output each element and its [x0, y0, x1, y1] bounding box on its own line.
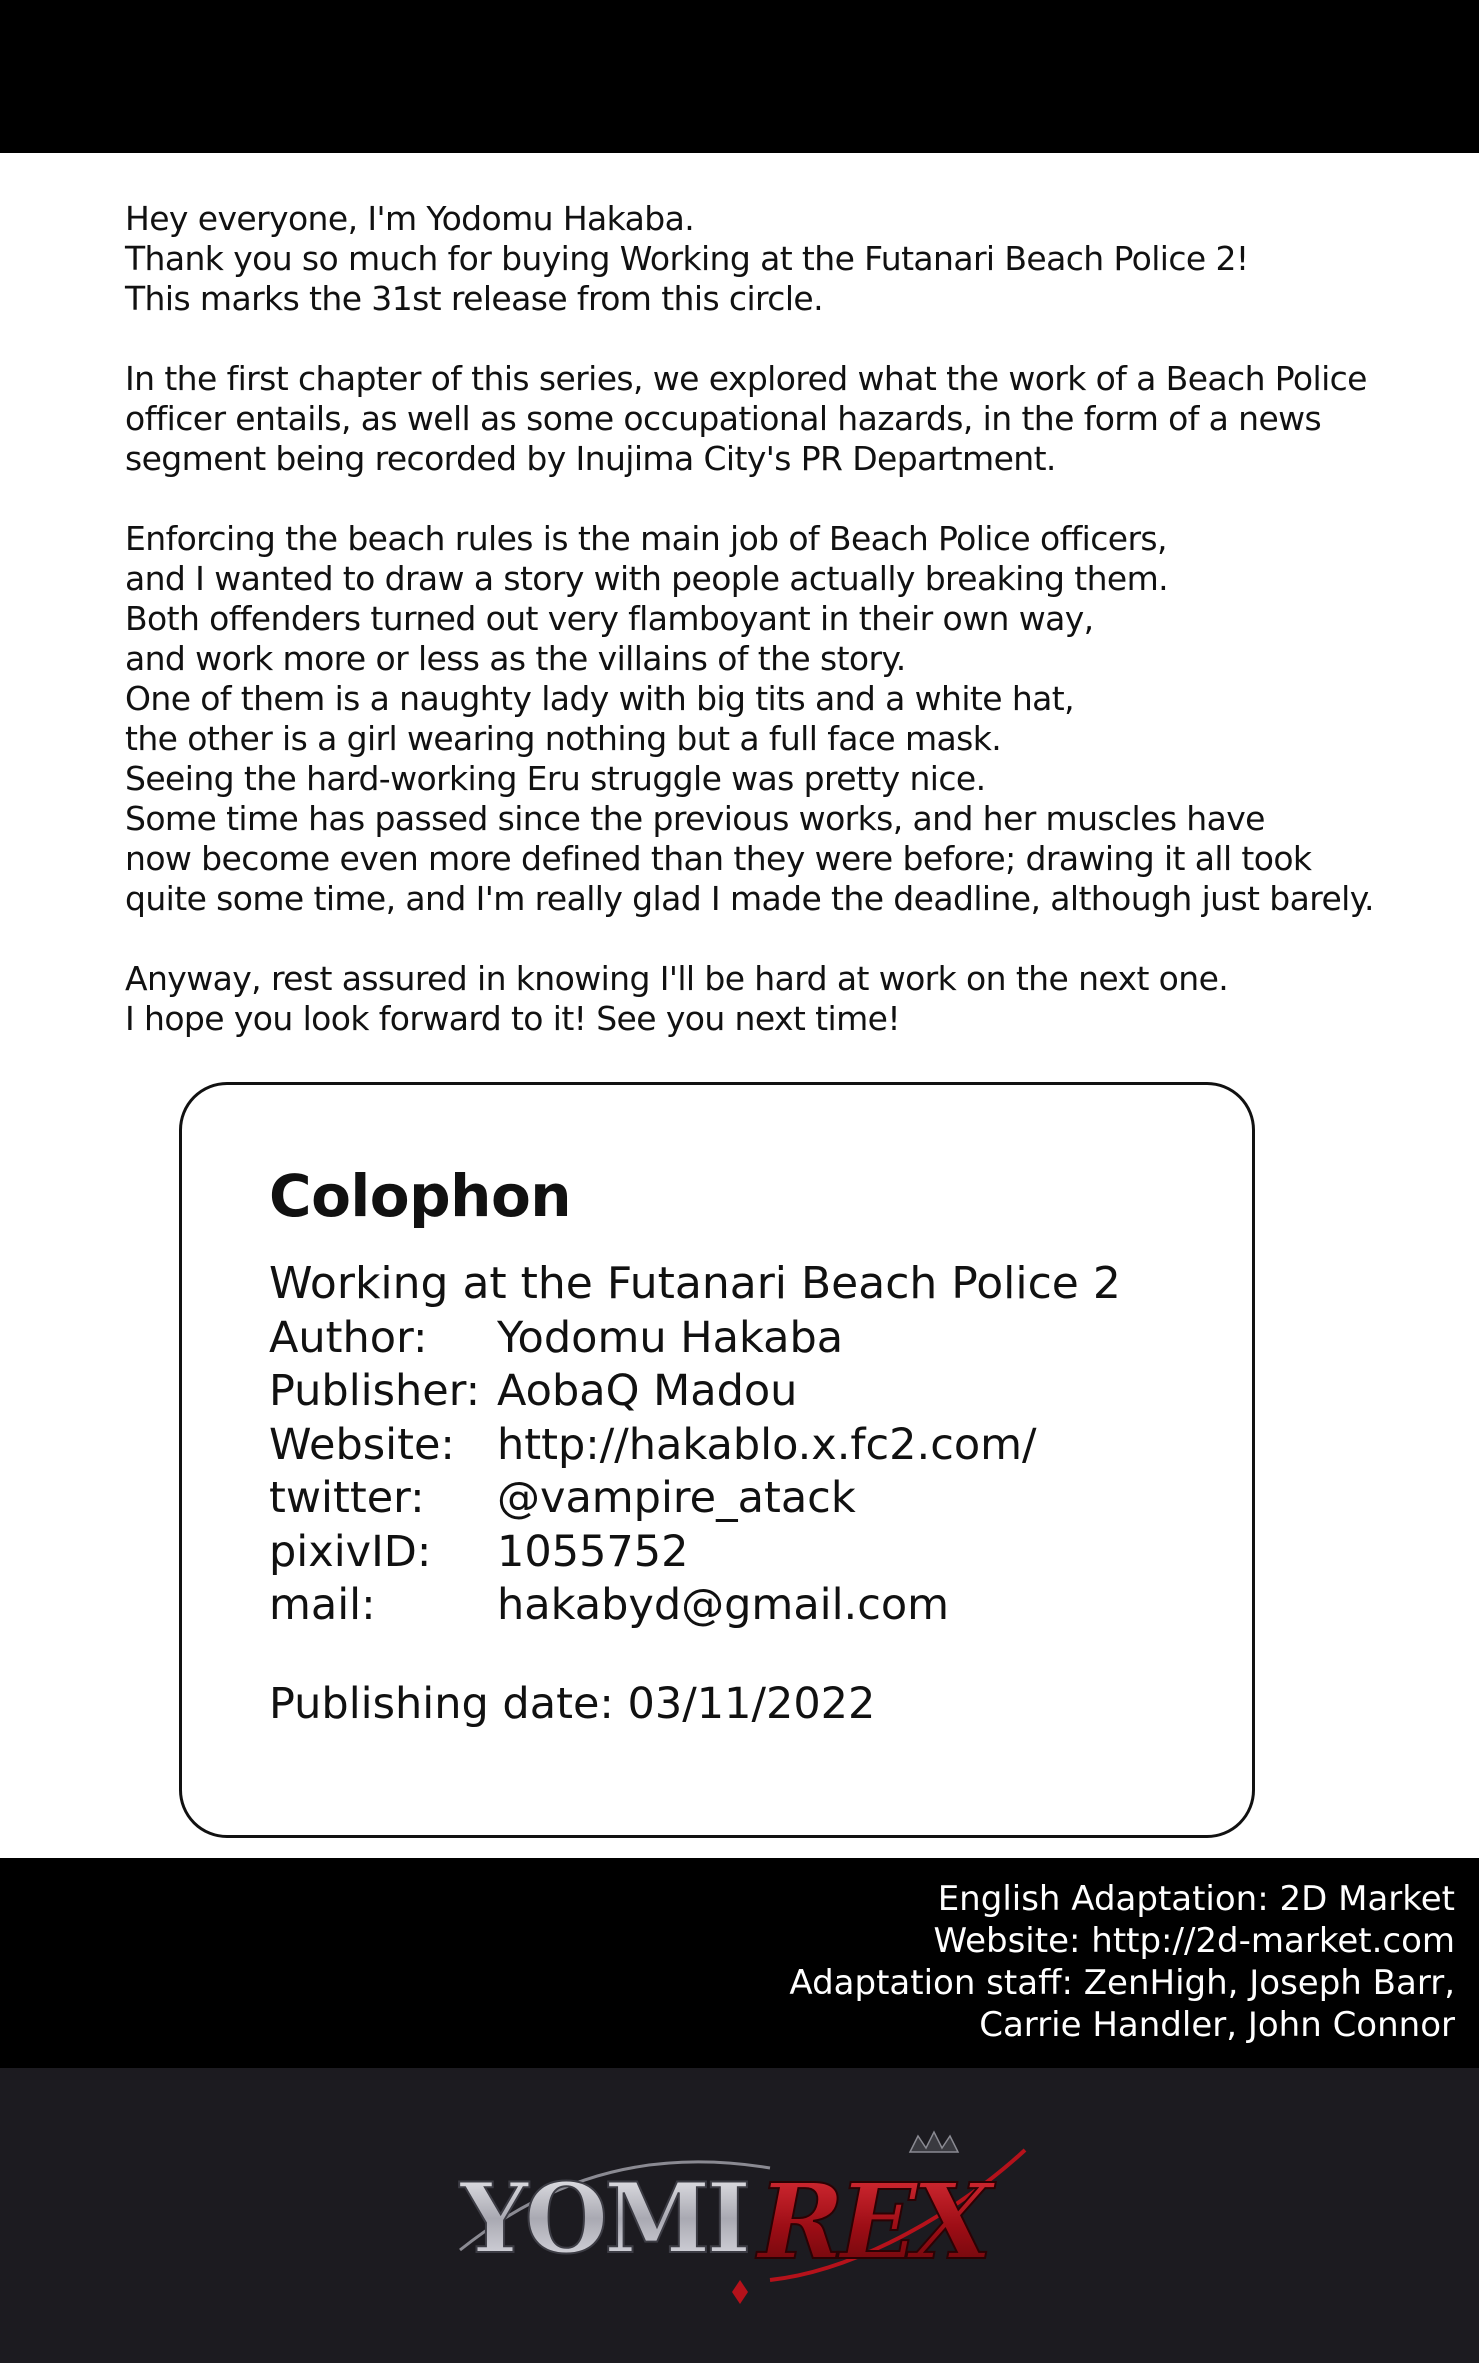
colophon-row-author: [269, 1311, 1037, 1365]
afterword-line: now become even more defined than they were before; drawing it all took: [125, 839, 1312, 878]
afterword-line: Enforcing the beach rules is the main job of Beach Police officers,: [125, 519, 1167, 558]
colophon-key: Author:: [269, 1312, 428, 1363]
credit-website-line[interactable]: Website: http://2d-market.com: [933, 1921, 1455, 1961]
afterword-line: In the first chapter of this series, we explored what the work of a Beach Police: [125, 359, 1367, 398]
afterword-line: officer entails, as well as some occupational hazards, in the form of a news: [125, 399, 1322, 438]
afterword-line: the other is a girl wearing nothing but a full face mask.: [125, 719, 1002, 758]
colophon-value: hakabyd@gmail.com: [497, 1580, 950, 1631]
colophon-value: 1055752: [497, 1526, 689, 1577]
afterword-line: Both offenders turned out very flamboyant in their own way,: [125, 599, 1094, 638]
afterword-line: One of them is a naughty lady with big tits and a white hat,: [125, 679, 1075, 718]
credits-text: [789, 1878, 1455, 2046]
credit-line: Adaptation staff: ZenHigh, Joseph Barr,: [789, 1963, 1455, 2003]
afterword-line: Anyway, rest assured in knowing I'll be hard at work on the next one.: [125, 959, 1229, 998]
logo-text-rex: REX: [758, 2160, 987, 2283]
logo-bar: [0, 2068, 1479, 2363]
afterword-paragraph: [125, 199, 1425, 319]
afterword-line: and work more or less as the villains of the story.: [125, 639, 906, 678]
afterword-line: Thank you so much for buying Working at the Futanari Beach Police 2!: [125, 239, 1249, 278]
colophon-details: [269, 1311, 1037, 1632]
colophon-key: Website:: [269, 1419, 455, 1470]
colophon-row-mail: [269, 1579, 1037, 1633]
crown-icon: [910, 2132, 958, 2152]
afterword-line: quite some time, and I'm really glad I made the deadline, although just barely.: [125, 879, 1374, 918]
colophon-work-title: Working at the Futanari Beach Police 2: [269, 1258, 1121, 1309]
logo-diamond: [732, 2280, 748, 2304]
credits-bar: [0, 1858, 1479, 2068]
colophon-title: Colophon: [269, 1162, 572, 1230]
colophon-value: @vampire_atack: [497, 1473, 856, 1524]
afterword-line: This marks the 31st release from this circle.: [125, 279, 823, 318]
colophon-row-twitter: [269, 1472, 1037, 1526]
afterword-line: I hope you look forward to it! See you next time!: [125, 999, 900, 1038]
colophon-key: twitter:: [269, 1473, 425, 1524]
colophon-key: Publisher:: [269, 1366, 481, 1417]
afterword-paragraph: [125, 519, 1425, 919]
colophon-value: Yodomu Hakaba: [497, 1312, 844, 1363]
publishing-date: Publishing date: 03/11/2022: [269, 1679, 876, 1729]
colophon-row-pixiv: [269, 1525, 1037, 1579]
afterword-paragraph: [125, 959, 1425, 1039]
colophon-key: pixivID:: [269, 1526, 432, 1577]
colophon-key: mail:: [269, 1580, 376, 1631]
top-black-bar: [0, 0, 1479, 153]
afterword-line: Hey everyone, I'm Yodomu Hakaba.: [125, 199, 695, 238]
colophon-website-link[interactable]: http://hakablo.x.fc2.com/: [497, 1419, 1037, 1470]
colophon-value: AobaQ Madou: [497, 1366, 798, 1417]
logo-text-yomi: YOMI: [460, 2162, 748, 2275]
afterword-line: segment being recorded by Inujima City's PR Department.: [125, 439, 1056, 478]
colophon-row-website: [269, 1418, 1037, 1472]
afterword-line: Seeing the hard-working Eru struggle was pretty nice.: [125, 759, 986, 798]
colophon-box: [179, 1082, 1255, 1838]
credit-line: English Adaptation: 2D Market: [937, 1879, 1455, 1919]
yomirex-logo: [440, 2130, 1040, 2310]
afterword-paragraph: [125, 359, 1425, 479]
colophon-row-publisher: [269, 1365, 1037, 1419]
afterword-text: [125, 199, 1425, 1079]
credit-line: Carrie Handler, John Connor: [979, 2005, 1455, 2045]
afterword-line: Some time has passed since the previous works, and her muscles have: [125, 799, 1265, 838]
afterword-line: and I wanted to draw a story with people actually breaking them.: [125, 559, 1169, 598]
